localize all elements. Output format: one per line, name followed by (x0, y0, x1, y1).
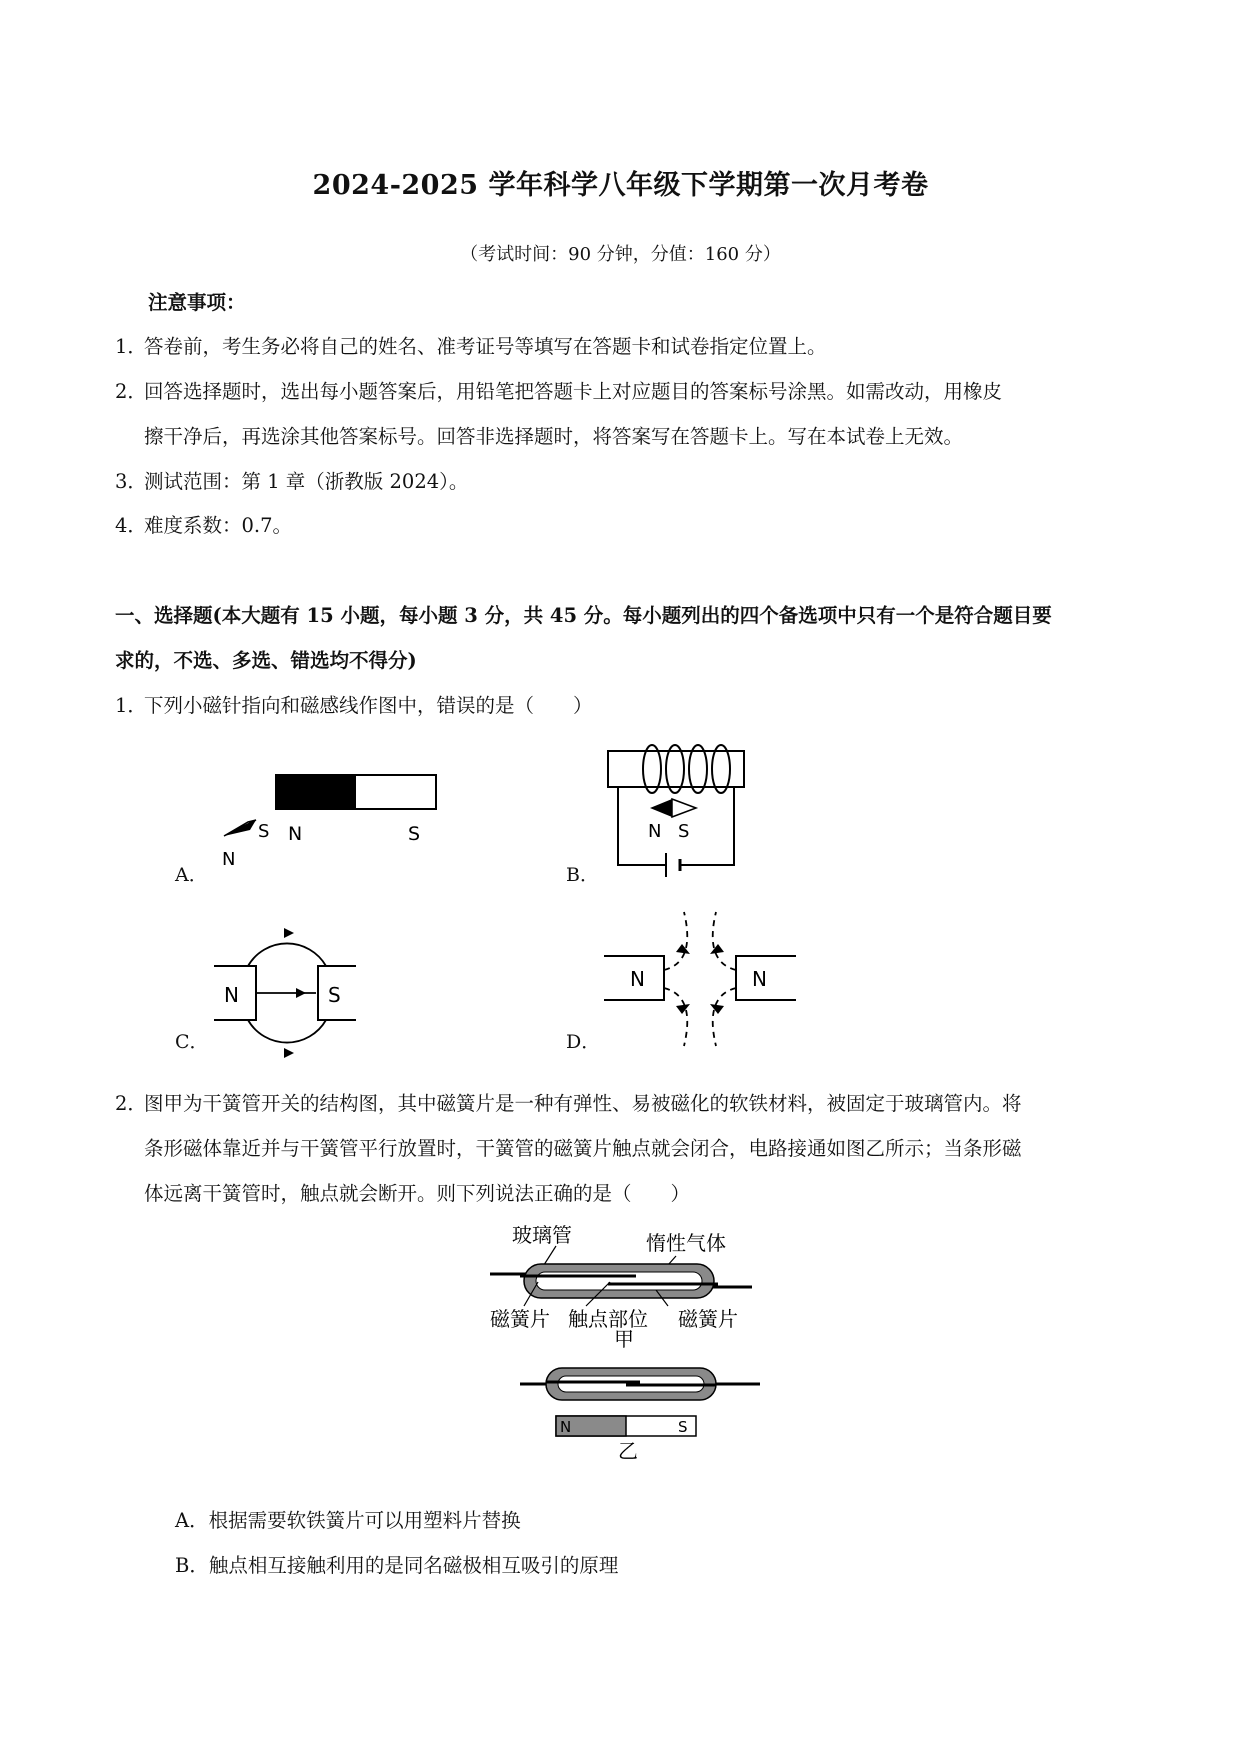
question-text: 图甲为干簧管开关的结构图，其中磁簧片是一种有弹性、易被磁化的软铁材料，被固定于玻璃管内。将 (144, 1092, 1022, 1115)
needle-s-label: S (258, 821, 270, 842)
option-d-figure (600, 910, 800, 1050)
note-item-3 (115, 466, 468, 494)
note-text: 答卷前，考生务必将自己的姓名、准考证号等填写在答题卡和试卷指定位置上。 (144, 335, 827, 358)
arrow-lower-right (710, 1004, 724, 1014)
option-a-label: A． (175, 864, 208, 886)
notes-heading: 注意事项： (148, 291, 246, 314)
contact-label: 触点部位 (568, 1307, 648, 1331)
section-heading: 一、选择题(本大题有 15 小题，每小题 3 分，共 45 分。每小题列出的四个备选项中只有一个是符合题目要 (115, 604, 1052, 627)
page-title: 2024-2025 学年科学八年级下学期第一次月考卷 (312, 170, 929, 201)
question-2 (115, 1088, 1022, 1116)
magnet-n-half (276, 775, 356, 809)
field-lines-dashed (664, 912, 736, 1046)
note-item-1 (115, 331, 827, 359)
arrow-top (284, 928, 294, 938)
section-heading-continued: 求的，不选、多选、错选均不得分) (115, 649, 417, 672)
reed-switch-figure (490, 1220, 780, 1460)
note-number: 4． (115, 514, 147, 537)
arrow-lower-left (676, 1004, 690, 1014)
needle-n-tip (650, 799, 672, 817)
note-item-4 (115, 510, 292, 538)
question-text: 下列小磁针指向和磁感线作图中，错误的是（ ） (144, 694, 593, 717)
exam-info: （考试时间：90 分钟，分值：160 分） (460, 244, 781, 265)
note-text: 测试范围：第 1 章（浙教版 2024）。 (144, 470, 469, 493)
note-number: 3． (115, 470, 147, 493)
question-number: 1． (115, 694, 147, 717)
option-c-label: C． (175, 1031, 209, 1053)
arrow-upper-left (676, 944, 690, 954)
magnet-n-label: N (288, 823, 303, 845)
q2-option-b (175, 1550, 618, 1578)
magnet-left-label: N (630, 967, 645, 991)
question-1 (115, 690, 593, 718)
glass-tube-label: 玻璃管 (512, 1223, 572, 1247)
note-text: 回答选择题时，选出每小题答案后，用铅笔把答题卡上对应题目的答案标号涂黑。如需改动，用橡皮 (144, 380, 1003, 403)
magnet-s-label: S (678, 1418, 688, 1436)
option-b-figure (600, 735, 760, 885)
magnet-right-label: N (752, 967, 767, 991)
option-d-label: D． (566, 1031, 601, 1053)
option-label: A． (175, 1509, 209, 1532)
circuit-wire (618, 787, 734, 865)
magnet-s-label: S (328, 983, 341, 1007)
option-a-figure (210, 760, 450, 890)
magnet-n-label: N (224, 983, 239, 1007)
question-number: 2． (115, 1092, 147, 1115)
field-line-top (248, 943, 326, 966)
question-2-line-2: 条形磁体靠近并与干簧管平行放置时，干簧管的磁簧片触点就会闭合，电路接通如图乙所示；当条形磁 (144, 1137, 1022, 1160)
option-c-figure (210, 920, 370, 1060)
reed-left-label: 磁簧片 (490, 1307, 550, 1331)
q2-option-a (175, 1505, 521, 1533)
needle-n-label: N (222, 849, 236, 870)
inert-gas-label: 惰性气体 (646, 1231, 726, 1255)
arrow-middle (296, 988, 306, 998)
needle-s-label: S (678, 821, 690, 842)
question-2-line-3: 体远离干簧管时，触点就会断开。则下列说法正确的是（ ） (144, 1182, 691, 1205)
iron-core (608, 751, 744, 787)
note-number: 2． (115, 380, 147, 403)
figure-a-caption: 甲 (614, 1327, 634, 1351)
needle-s-tip (672, 799, 696, 817)
arrow-bottom (284, 1048, 294, 1058)
option-text: 根据需要软铁簧片可以用塑料片替换 (208, 1509, 521, 1532)
reed-right-label: 磁簧片 (678, 1307, 738, 1331)
magnet-n-label: N (560, 1418, 572, 1436)
option-b-label: B． (566, 864, 599, 886)
field-line-bottom (248, 1020, 326, 1043)
note-item-2 (115, 376, 1002, 404)
arrow-upper-right (710, 944, 724, 954)
note-item-2-continued: 擦干净后，再选涂其他答案标号。回答非选择题时，将答案写在答题卡上。写在本试卷上无效。 (144, 425, 964, 448)
note-number: 1． (115, 335, 147, 358)
note-text: 难度系数：0.7。 (144, 514, 293, 537)
magnet-s-label: S (408, 823, 421, 845)
needle-n-label: N (648, 821, 662, 842)
option-label: B． (175, 1554, 209, 1577)
option-text: 触点相互接触利用的是同名磁极相互吸引的原理 (208, 1554, 619, 1577)
figure-b-caption: 乙 (618, 1439, 638, 1460)
